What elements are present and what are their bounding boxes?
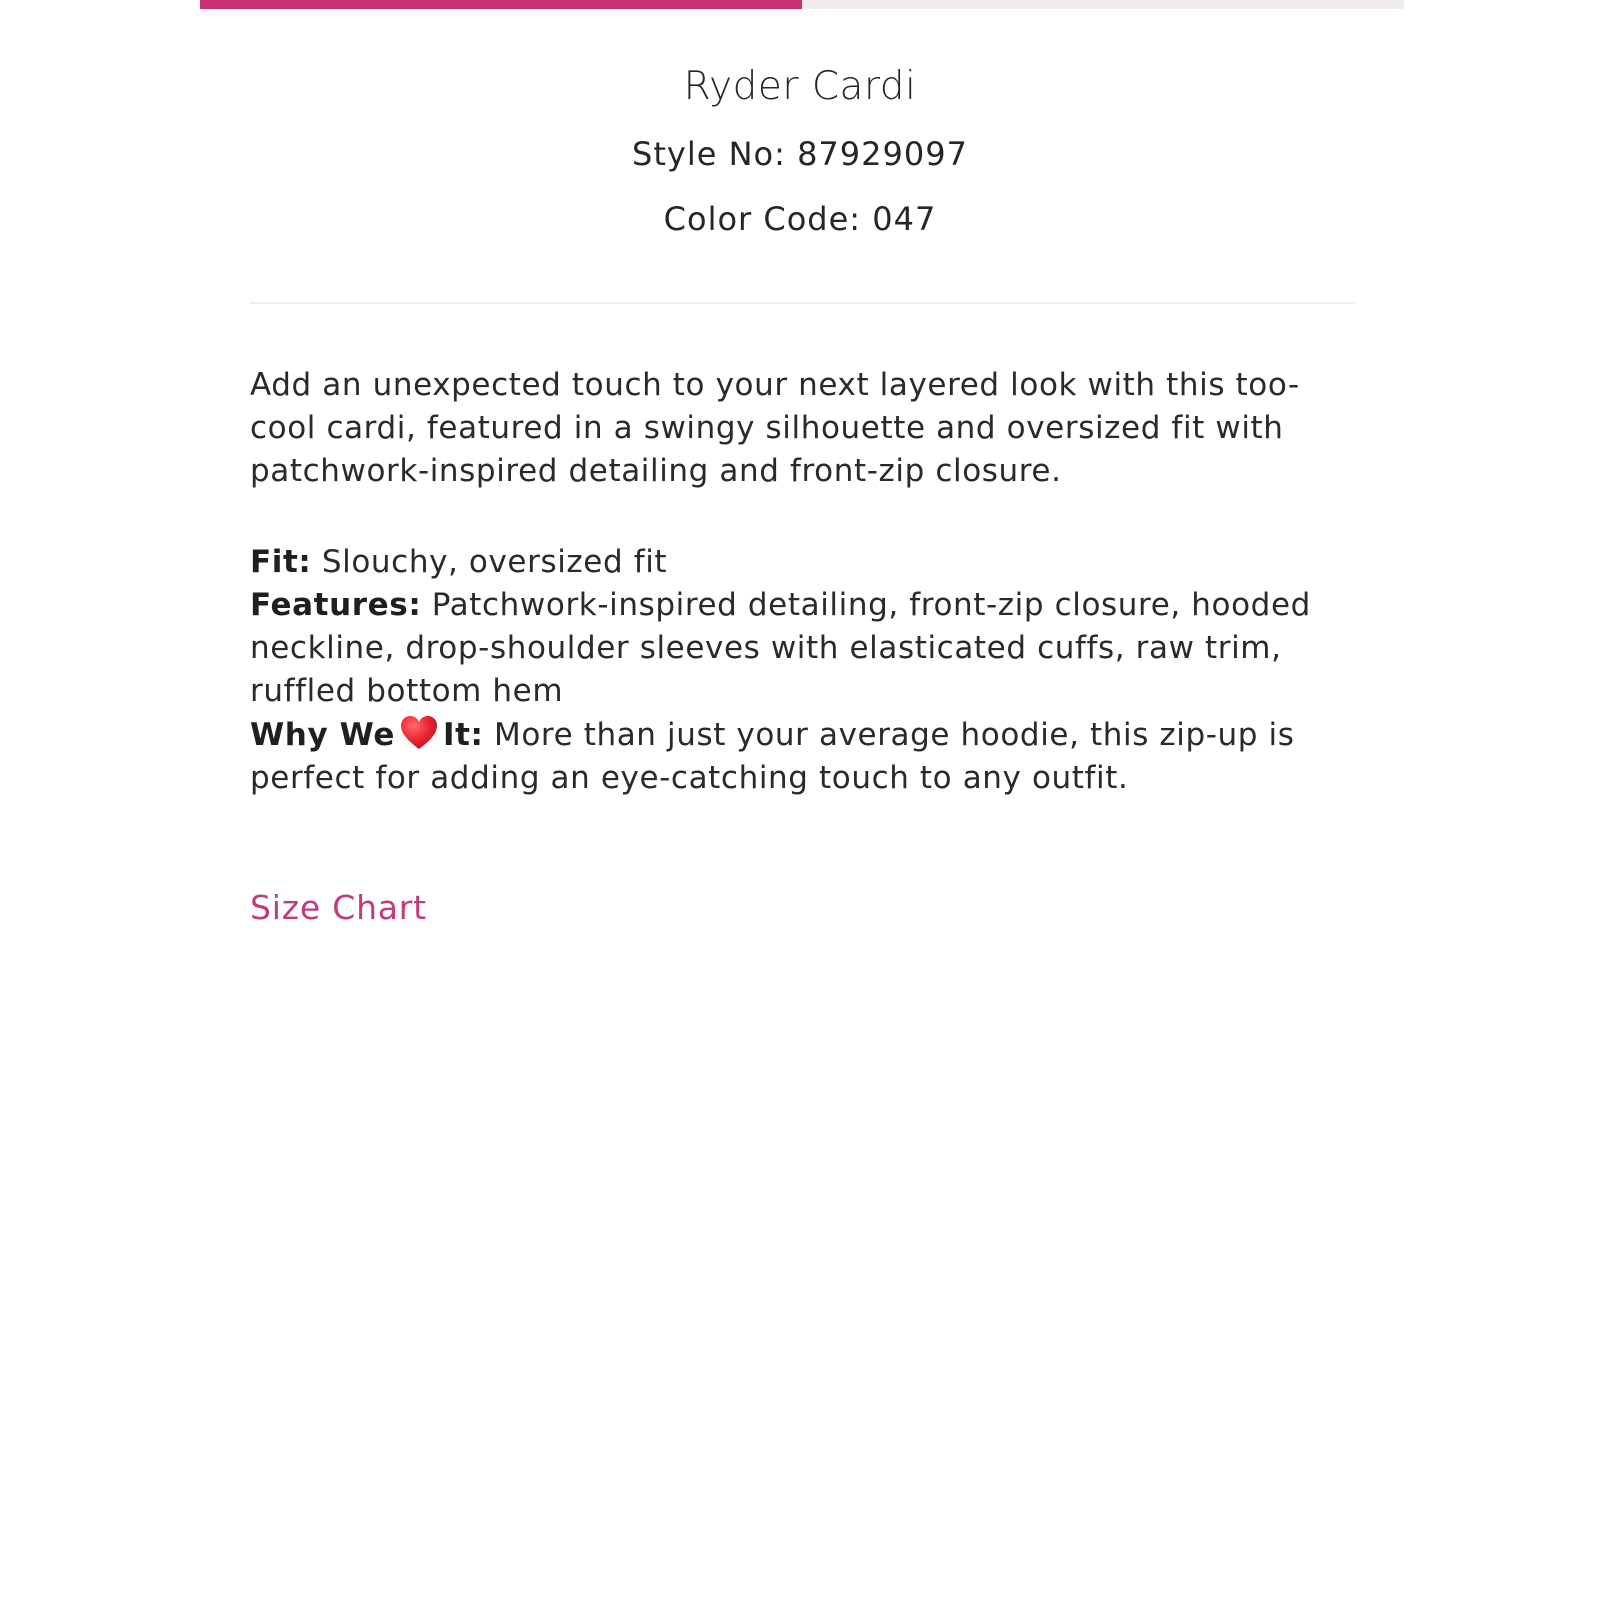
- color-code: Color Code: 047: [663, 200, 937, 238]
- section-divider: [250, 302, 1356, 304]
- product-header: [0, 56, 1600, 242]
- fit-value: Slouchy, oversized fit: [311, 544, 668, 580]
- style-number: Style No: 87929097: [632, 135, 968, 173]
- why-value: More than just your average hoodie, this zip-up is perfect for adding an eye-catching touch to any outfit.: [250, 717, 1295, 796]
- features-label: Features:: [250, 587, 422, 623]
- product-details: [250, 364, 1360, 800]
- why-label-start: Why We: [250, 717, 395, 753]
- progress-fill: [200, 0, 802, 9]
- why-line: [250, 713, 1360, 800]
- details-list: [250, 541, 1360, 800]
- features-line: [250, 584, 1360, 713]
- size-chart-link[interactable]: Size Chart: [250, 888, 427, 927]
- heart-icon: [399, 713, 439, 753]
- product-title: Ryder Cardi: [683, 64, 917, 109]
- features-value: Patchwork-inspired detailing, front-zip closure, hooded neckline, drop-shoulder sleeves with elasticated cuffs, raw trim, ruffled bottom hem: [250, 587, 1311, 709]
- progress-track: [200, 0, 1404, 9]
- product-description: Add an unexpected touch to your next layered look with this too-cool cardi, featured in a swingy silhouette and oversized fit with patchwork-inspired detailing and front-zip closure.: [250, 367, 1300, 489]
- why-label-end: It:: [442, 717, 484, 753]
- fit-line: [250, 541, 1360, 584]
- fit-label: Fit:: [250, 544, 312, 580]
